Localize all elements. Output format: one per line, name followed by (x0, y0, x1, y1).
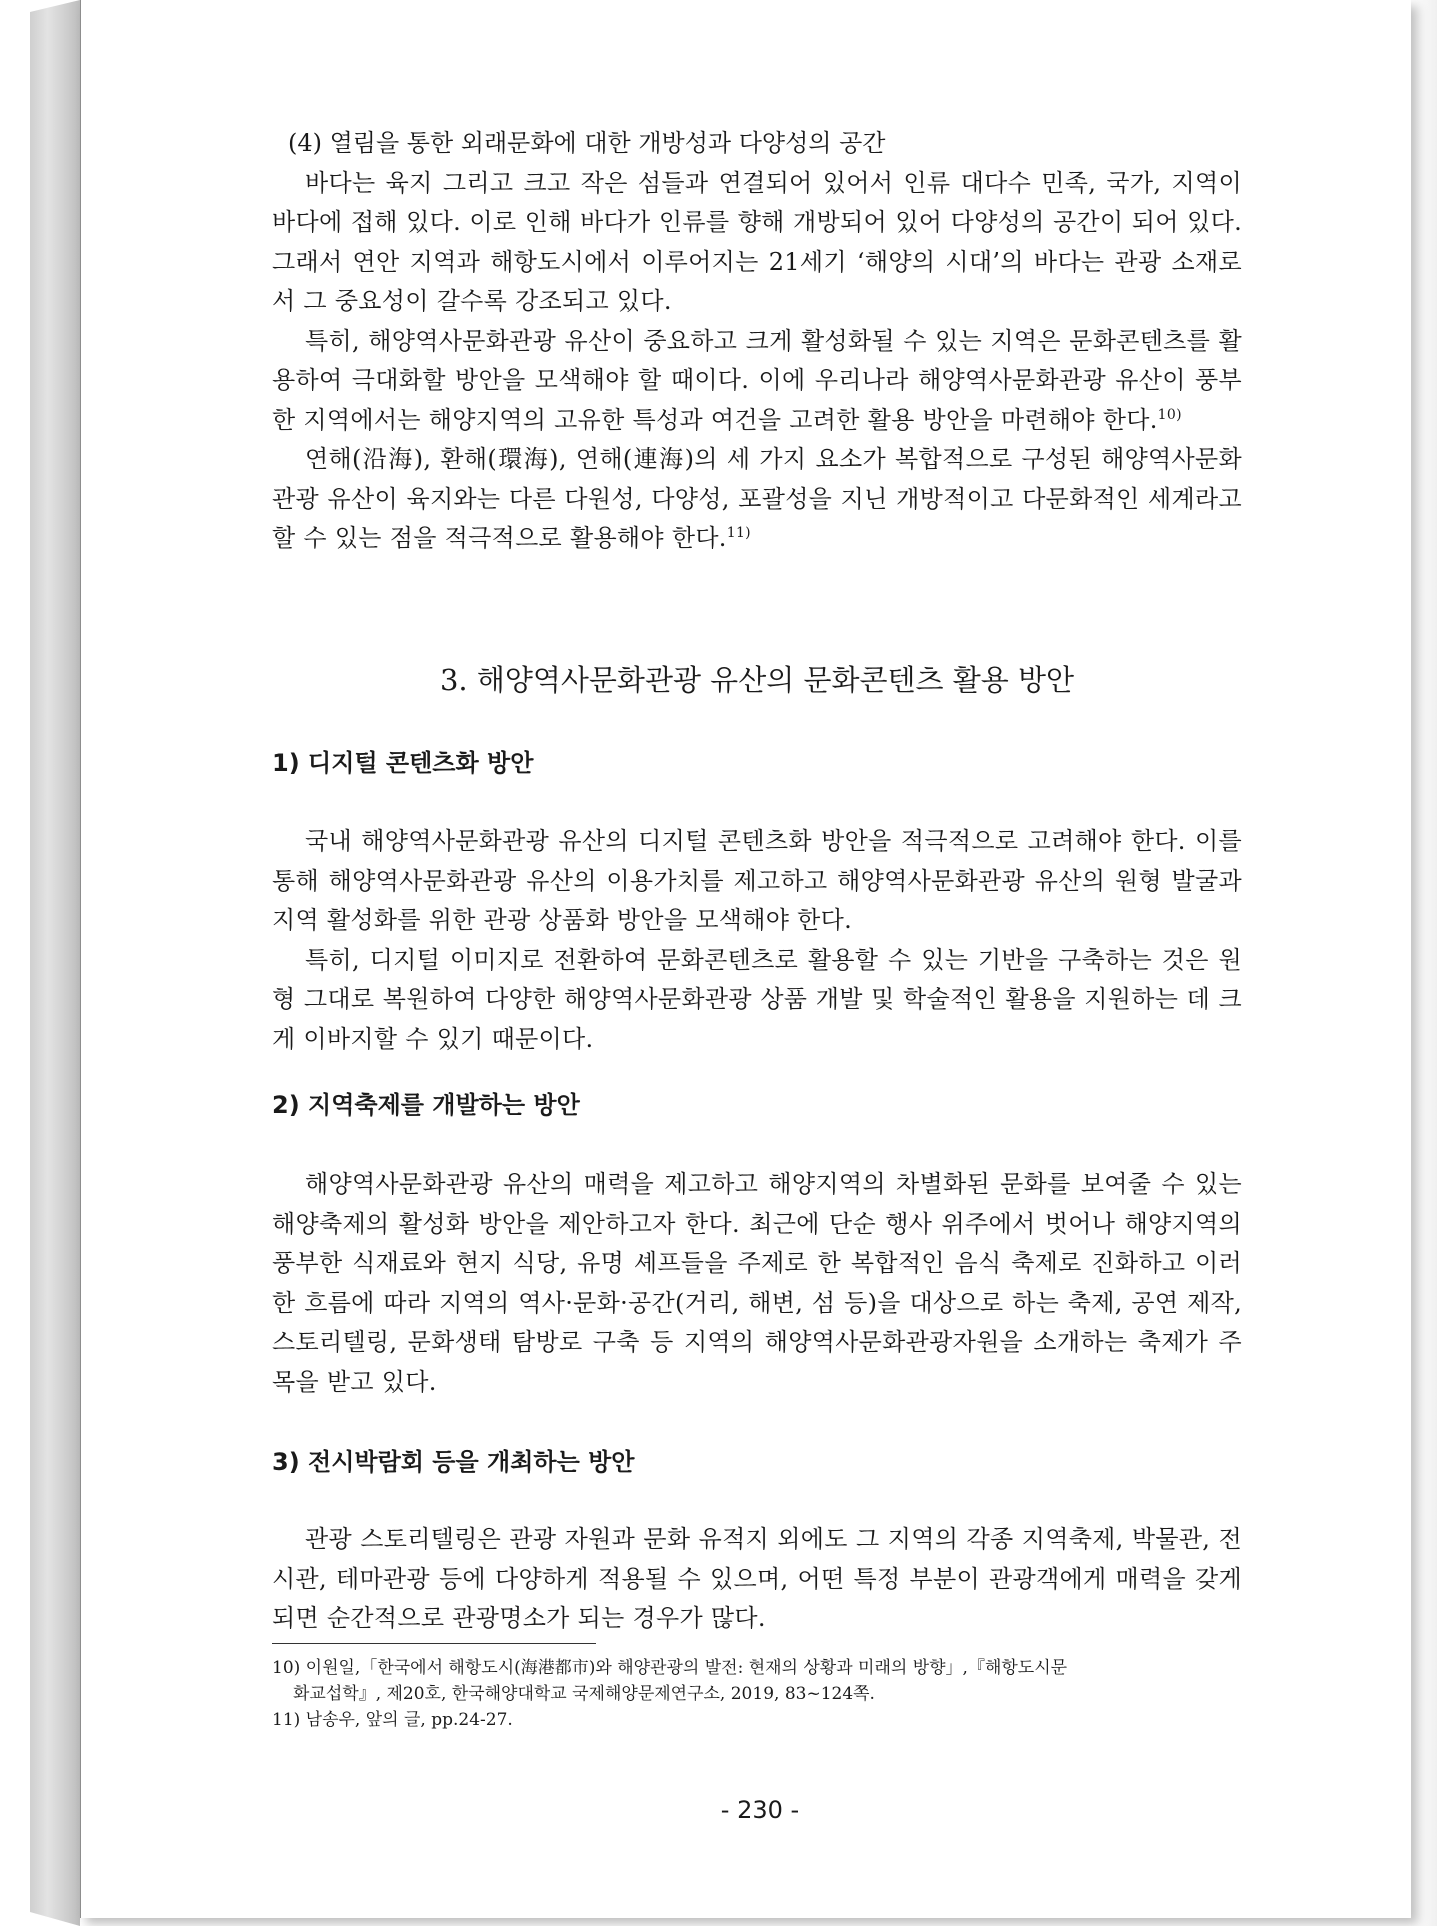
footnote-11: 11) 남송우, 앞의 글, pp.24-27. (272, 1710, 513, 1730)
section-body-1 (272, 822, 1242, 1059)
section-2-paragraph-1: 해양역사문화관광 유산의 매력을 제고하고 해양지역의 차별화된 문화를 보여줄 수 있는 해양축제의 활성화 방안을 제안하고자 한다. 최근에 단순 행사 위주에서 벗어나 해양지역의 풍부한 식재료와 현지 식당, 유명 셰프들을 주제로 한 복합적인 음식 축제로 진화하고 이러한 흐름에 따라 지역의 역사·문화·공간(거리, 해변, 섬 등)을 대상으로 하는 축제, 공연 제작, 스토리텔링, 문화생태 탐방로 구축 등 지역의 해양역사문화관광자원을 소개하는 축제가 주목을 받고 있다. (272, 1170, 1242, 1396)
footnote-10-line-1: 10) 이원일,「한국에서 해항도시(海港都市)와 해양관광의 발전: 현재의 상황과 미래의 방향」,『해항도시문 (272, 1658, 1068, 1678)
section-3-paragraph-1: 관광 스토리텔링은 관광 자원과 문화 유적지 외에도 그 지역의 각종 지역축제, 박물관, 전시관, 테마관광 등에 다양하게 적용될 수 있으며, 어떤 특정 부분이 관광객에게 매력을 갖게 되면 순간적으로 관광명소가 되는 경우가 많다. (272, 1525, 1242, 1632)
chapter-title: 3. 해양역사문화관광 유산의 문화콘텐츠 활용 방안 (439, 663, 1075, 697)
book-spine-edge (30, 0, 80, 1926)
footnote-10-line-2: 화교섭학』, 제20호, 한국해양대학교 국제해양문제연구소, 2019, 83~124쪽. (293, 1684, 875, 1704)
page-number: - 230 - (720, 1796, 800, 1824)
intro-subheading: (4) 열림을 통한 외래문화에 대한 개방성과 다양성의 공간 (288, 129, 886, 157)
section-heading-1: 1) 디지털 콘텐츠화 방안 (272, 749, 534, 777)
section-1-paragraph-2: 특히, 디지털 이미지로 전환하여 문화콘텐츠로 활용할 수 있는 기반을 구축하는 것은 원형 그대로 복원하여 다양한 해양역사문화관광 상품 개발 및 학술적인 활용을 지원하는 데 크게 이바지할 수 있기 때문이다. (272, 945, 1242, 1053)
intro-paragraph-2-text: 특히, 해양역사문화관광 유산이 중요하고 크게 활성화될 수 있는 지역은 문화콘텐츠를 활용하여 극대화할 방안을 모색해야 할 때이다. 이에 우리나라 해양역사문화관광 유산이 풍부한 지역에서는 해양지역의 고유한 특성과 여건을 고려한 활용 방안을 마련해야 한다. (272, 326, 1242, 434)
section-heading-2: 2) 지역축제를 개발하는 방안 (272, 1091, 580, 1119)
page-right-edge (1410, 0, 1437, 1926)
footnotes (272, 1655, 1262, 1733)
section-body-2 (272, 1165, 1242, 1402)
intro-paragraph-2 (272, 322, 1242, 441)
intro-paragraph-3-text: 연해(沿海), 환해(環海), 연해(連海)의 세 가지 요소가 복합적으로 구성된 해양역사문화관광 유산이 육지와는 다른 다원성, 다양성, 포괄성을 지닌 개방적이고 다문화적인 세계라고 할 수 있는 점을 적극적으로 활용해야 한다. (272, 445, 1242, 552)
intro-section (272, 124, 1242, 559)
intro-paragraph-3 (272, 440, 1242, 559)
section-body-3 (272, 1520, 1242, 1639)
footnote-divider (272, 1643, 596, 1644)
section-heading-3: 3) 전시박람회 등을 개최하는 방안 (272, 1448, 635, 1476)
section-1-paragraph-1: 국내 해양역사문화관광 유산의 디지털 콘텐츠화 방안을 적극적으로 고려해야 한다. 이를 통해 해양역사문화관광 유산의 이용가치를 제고하고 해양역사문화관광 유산의 원형 발굴과 지역 활성화를 위한 관광 상품화 방안을 모색해야 한다. (272, 827, 1242, 934)
footnote-ref-11[interactable]: 11) (726, 525, 751, 541)
footnote-ref-10[interactable]: 10) (1157, 406, 1182, 423)
intro-paragraph-1: 바다는 육지 그리고 크고 작은 섬들과 연결되어 있어서 인류 대다수 민족, 국가, 지역이 바다에 접해 있다. 이로 인해 바다가 인류를 향해 개방되어 있어 다양성의 공간이 되어 있다. 그래서 연안 지역과 해항도시에서 이루어지는 21세기 ‘해양의 시대’의 바다는 관광 소재로서 그 중요성이 갈수록 강조되고 있다. (272, 168, 1242, 315)
